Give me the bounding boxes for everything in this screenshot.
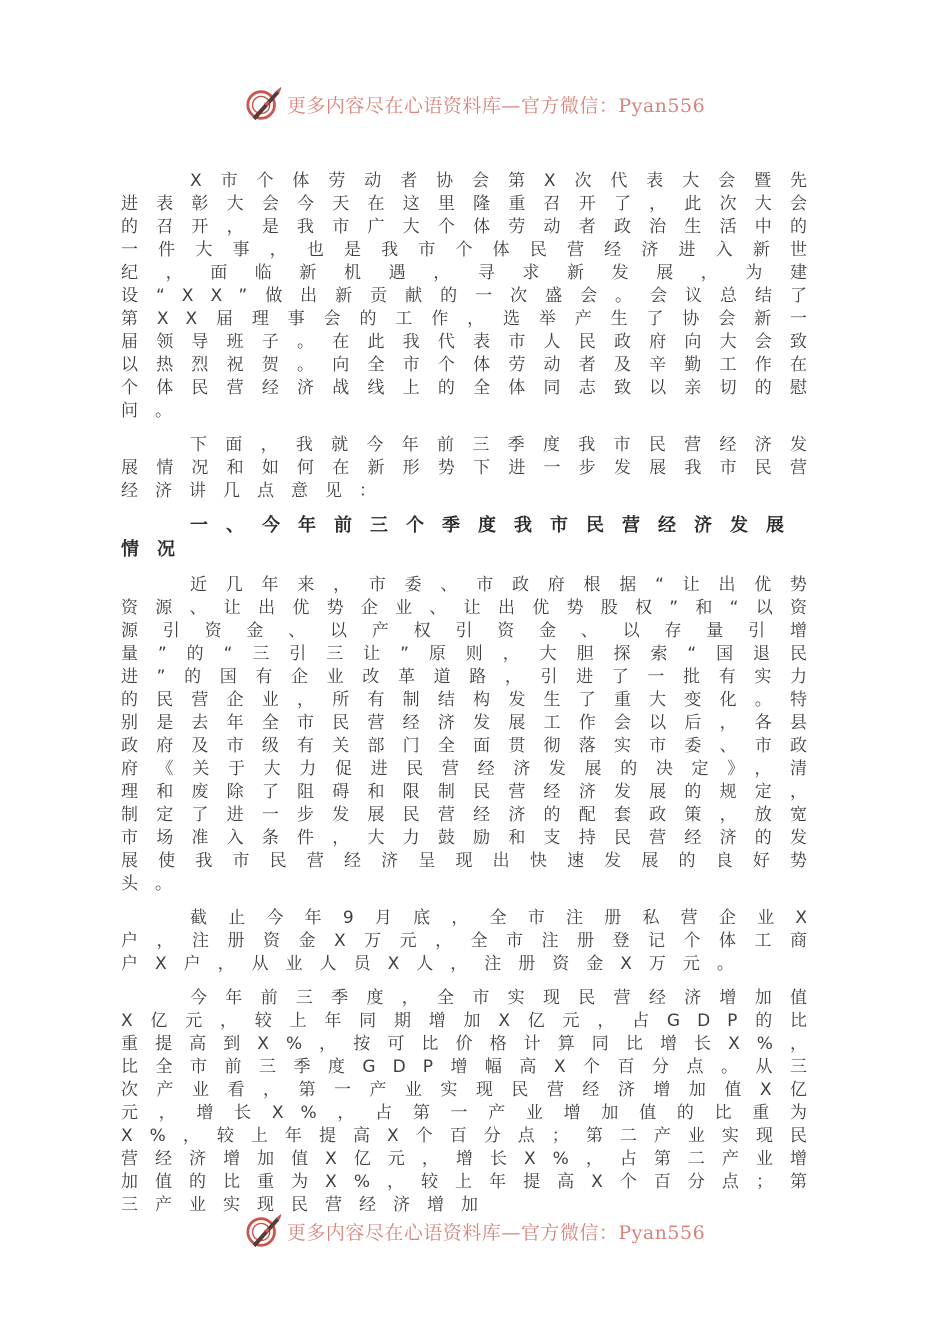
banner-text: 更多内容尽在心语资料库—官方微信：Pyan556: [286, 1221, 706, 1244]
header-banner: [0, 84, 950, 124]
section-heading-1: 一、今年前三个季度我市民营经济发展情况: [121, 515, 802, 560]
paragraph-registration: 截止今年9月底，全市注册私营企业X户，注册资金X万元，全市注册登记个体工商户X户，从业人员X人，注册资金X万元。: [121, 908, 824, 974]
footer-banner: [0, 1211, 950, 1251]
document-body: [121, 170, 824, 1228]
pen-seal-logo-icon: [245, 1212, 283, 1250]
pen-seal-logo-icon: [245, 85, 283, 123]
paragraph-growth: 今年前三季度，全市实现民营经济增加值X亿元，较上年同期增加X亿元，占GDP的比重提高到X%，按可比价格计算同比增长X%，比全市前三季度GDP增幅高X个百分点。从三次产业看，第一产业实现民营经济增加值X亿元，增长X%，占第一产业增加值的比重为X%，较上年提高X个百分点；第二产业实现民营经济增加值X亿元，增长X%，占第二产业增加值的比重为X%，较上年提高X个百分点；第三产业实现民营经济增加: [121, 988, 824, 1215]
paragraph-opening: X市个体劳动者协会第X次代表大会暨先进表彰大会今天在这里隆重召开了，此次大会的召开，是我市广大个体劳动者政治生活中的一件大事，也是我市个体民营经济进入新世纪，面临新机遇，寻求新发展，为建设“XX”做出新贡献的一次盛会。会议总结了第XX届理事会的工作，选举产生了协会新一届领导班子。在此我代表市人民政府向大会致以热烈祝贺。向全市个体劳动者及辛勤工作在个体民营经济战线上的全体同志致以亲切的慰问。: [121, 171, 824, 421]
banner-text: 更多内容尽在心语资料库—官方微信：Pyan556: [286, 94, 706, 117]
paragraph-reform: 近几年来，市委、市政府根据“让出优势资源、让出优势企业、让出优势股权”和“以资源引资金、以产权引资金、以存量引增量”的“三引三让”原则，大胆探索“国退民进”的国有企业改革道路，引进了一批有实力的民营企业，所有制结构发生了重大变化。特别是去年全市民营经济发展工作会以后，各县政府及市级有关部门全面贯彻落实市委、市政府《关于大力促进民营经济发展的决定》，清理和废除了阻碍和限制民营经济发展的规定，制定了进一步发展民营经济的配套政策，放宽市场准入条件，大力鼓励和支持民营经济的发展使我市民营经济呈现出快速发展的良好势头。: [121, 575, 824, 894]
paragraph-intro: 下面，我就今年前三季度我市民营经济发展情况和如何在新形势下进一步发展我市民营经济讲几点意见：: [121, 435, 824, 501]
